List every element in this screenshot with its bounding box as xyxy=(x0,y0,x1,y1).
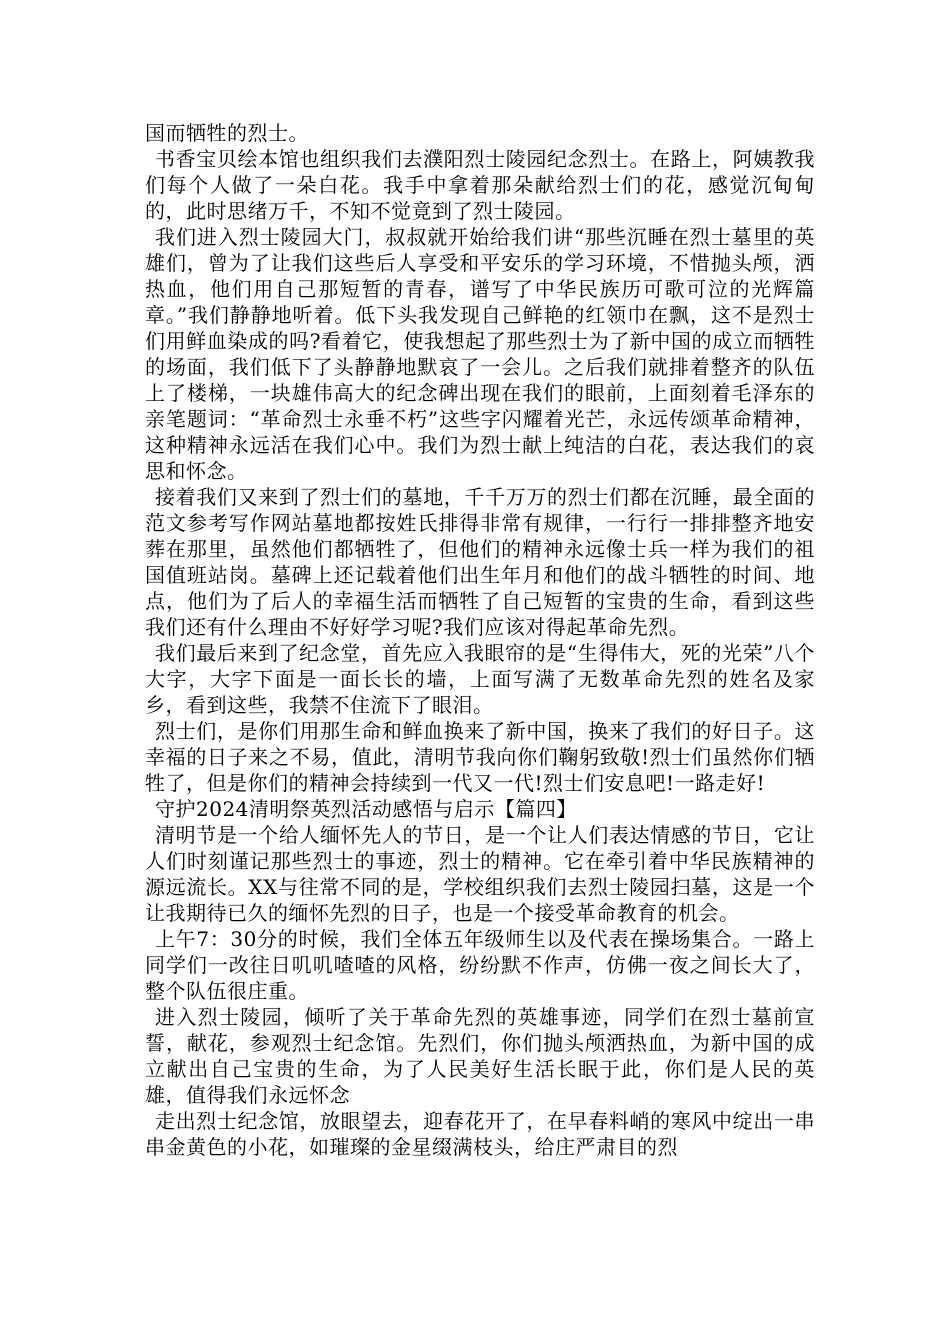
paragraph-1: 国而牺牲的烈士。 xyxy=(145,121,309,145)
paragraph-8: 上午7：30分的时候，我们全体五年级师生以及代表在操场集合。一路上同学们一改往日叽叽喳喳的风格，纷纷默不作声，仿佛一夜之间长大了，整个队伍很庄重。 xyxy=(145,927,815,1003)
document-body xyxy=(145,120,815,1160)
section-heading: 守护2024清明祭英烈活动感悟与启示【篇四】 xyxy=(155,797,577,821)
paragraph-5: 我们最后来到了纪念堂，首先应入我眼帘的是“生得伟大，死的光荣”八个大字，大字下面是一面长长的墙，上面写满了无数革命先烈的姓名及家乡，看到这些，我禁不住流下了眼泪。 xyxy=(145,641,815,717)
paragraph-10: 走出烈士纪念馆，放眼望去，迎春花开了，在早春料峭的寒风中绽出一串串金黄色的小花，如璀璨的金星缀满枝头，给庄严肃目的烈 xyxy=(145,1109,815,1159)
paragraph-2: 书香宝贝绘本馆也组织我们去濮阳烈士陵园纪念烈士。在路上，阿姨教我们每个人做了一朵白花。我手中拿着那朵献给烈士们的花，感觉沉甸甸的，此时思绪万千，不知不觉竟到了烈士陵园。 xyxy=(145,147,815,223)
paragraph-4: 接着我们又来到了烈士们的墓地，千千万万的烈士们都在沉睡，最全面的范文参考写作网站墓地都按姓氏排得非常有规律，一行行一排排整齐地安葬在那里，虽然他们都牺牲了，但他们的精神永远像士兵一样为我们的祖国值班站岗。墓碑上还记载着他们出生年月和他们的战斗牺牲的时间、地点，他们为了后人的幸福生活而牺牲了自己短暂的宝贵的生命，看到这些我们还有什么理由不好好学习呢?我们应该对得起革命先烈。 xyxy=(145,485,815,639)
paragraph-3: 我们进入烈士陵园大门，叔叔就开始给我们讲“那些沉睡在烈士墓里的英雄们，曾为了让我们这些后人享受和平安乐的学习环境，不惜抛头颅，洒热血，他们用自己那短暂的青春，谱写了中华民族历可歌可泣的光辉篇章。”我们静静地听着。低下头我发现自己鲜艳的红领巾在飘，这不是烈士们用鲜血染成的吗?看着它，使我想起了那些烈士为了新中国的成立而牺牲的场面，我们低下了头静静地默哀了一会儿。之后我们就排着整齐的队伍上了楼梯，一块雄伟高大的纪念碑出现在我们的眼前，上面刻着毛泽东的亲笔题词：“革命烈士永垂不朽”这些字闪耀着光芒，永远传颂革命精神，这种精神永远活在我们心中。我们为烈士献上纯洁的白花，表达我们的哀思和怀念。 xyxy=(145,225,815,483)
paragraph-9: 进入烈士陵园，倾听了关于革命先烈的英雄事迹，同学们在烈士墓前宣誓，献花，参观烈士纪念馆。先烈们，你们抛头颅洒热血，为新中国的成立献出自己宝贵的生命，为了人民美好生活长眠于此，你们是人民的英雄，值得我们永远怀念 xyxy=(145,1005,815,1107)
paragraph-6: 烈士们，是你们用那生命和鲜血换来了新中国，换来了我们的好日子。这幸福的日子来之不易，值此，清明节我向你们鞠躬致敬!烈士们虽然你们牺牲了，但是你们的精神会持续到一代又一代!烈士们安息吧!一路走好! xyxy=(145,719,815,795)
paragraph-7: 清明节是一个给人缅怀先人的节日，是一个让人们表达情感的节日，它让人们时刻谨记那些烈士的事迹，烈士的精神。它在牵引着中华民族精神的源远流长。XX与往常不同的是，学校组织我们去烈士陵园扫墓，这是一个让我期待已久的缅怀先烈的日子，也是一个接受革命教育的机会。 xyxy=(145,823,815,925)
